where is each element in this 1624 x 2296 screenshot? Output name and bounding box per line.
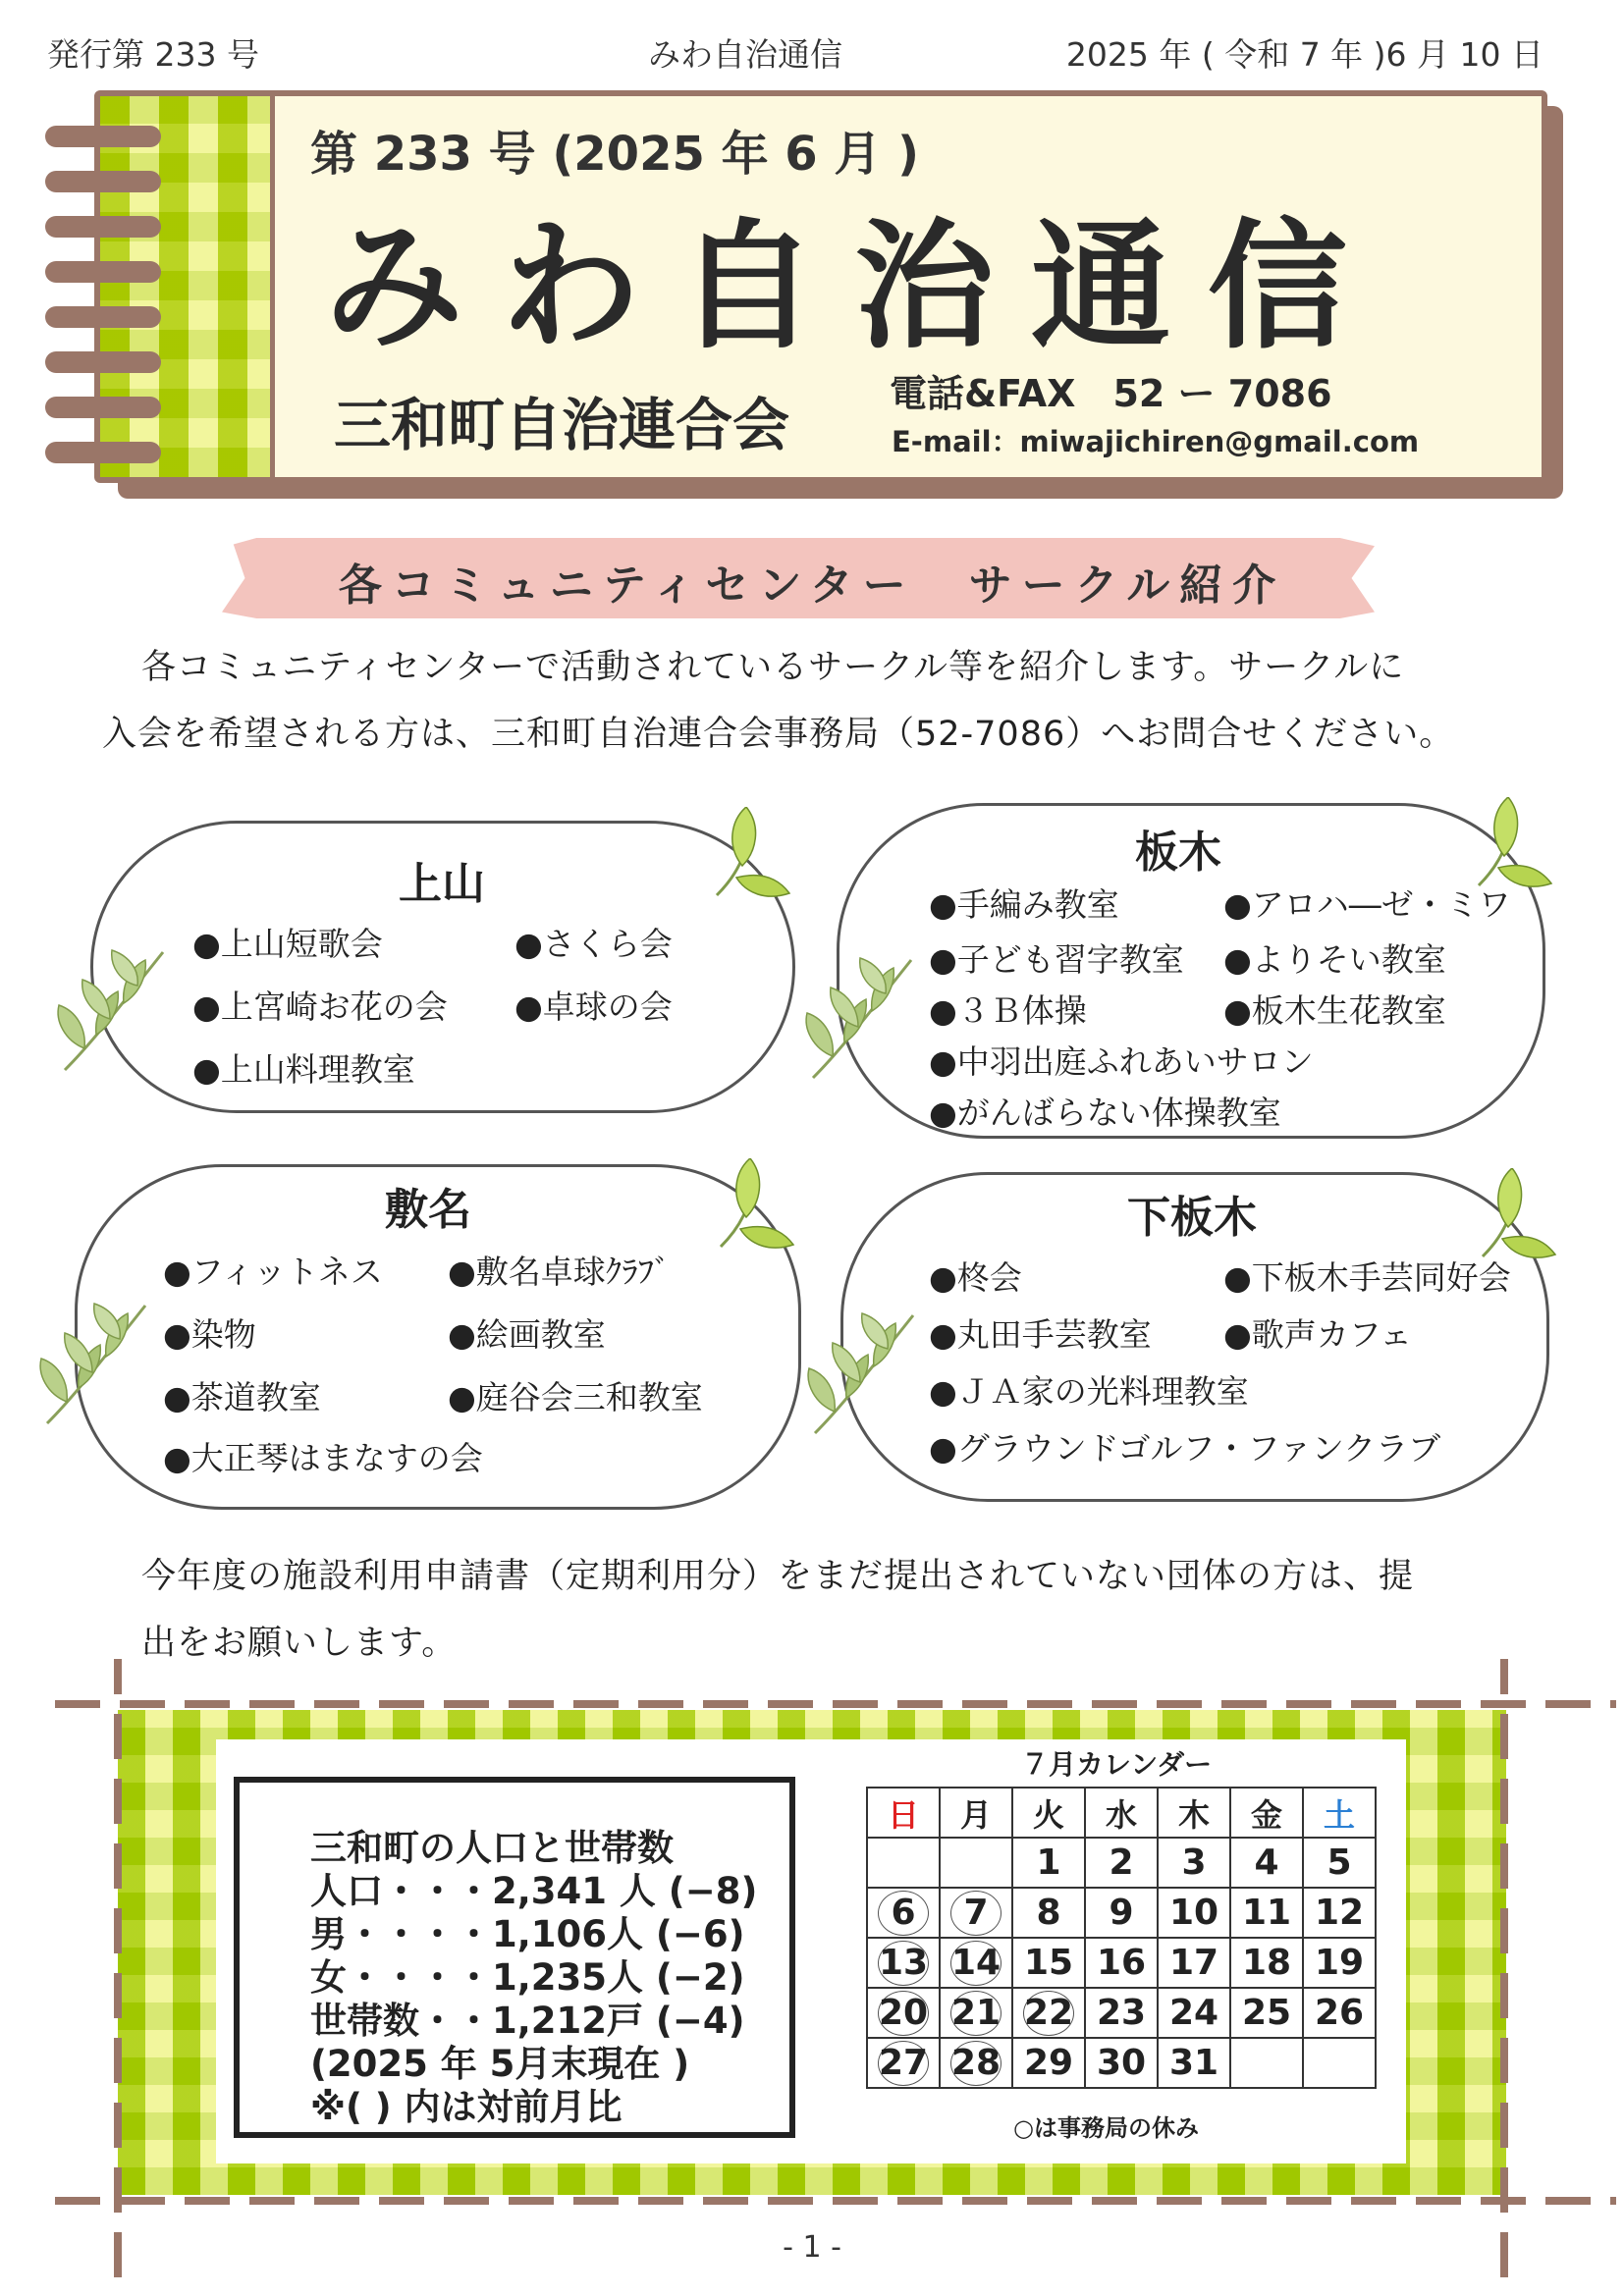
issue-date: 2025 年 ( 令和 7 年 )6 月 10 日 (1065, 35, 1543, 74)
leaf-pair-icon (1469, 797, 1557, 895)
circle-item: ●手編み教室 (929, 885, 1119, 924)
population-title: 三和町の人口と世帯数 (310, 1827, 674, 1869)
calendar-day: 24 (1158, 1988, 1230, 2038)
calendar-day: 30 (1085, 2038, 1158, 2088)
circle-item: ●ＪＡ家の光料理教室 (929, 1372, 1249, 1411)
leaf-sprig-icon (803, 950, 921, 1088)
dashed-line (1500, 1659, 1508, 2277)
circle-item: ●がんばらない体操教室 (929, 1094, 1281, 1132)
issue-number: 発行第 233 号 (47, 35, 259, 74)
leaf-sprig-icon (805, 1306, 923, 1443)
calendar-title: ７月カレンダー (1021, 1748, 1213, 1781)
circle-item: ●アロハ―ゼ・ミワ (1223, 885, 1511, 924)
ring-icon (45, 126, 161, 147)
page-number: - 1 - (783, 2230, 841, 2265)
circle-item: ●歌声カフェ (1223, 1315, 1413, 1354)
calendar-day: 22 (1012, 1988, 1085, 2038)
circle-item: ●卓球の会 (514, 988, 673, 1026)
leaf-pair-icon (1473, 1168, 1561, 1266)
organization-name: 三和町自治連合会 (334, 392, 790, 458)
calendar-day: 4 (1230, 1838, 1303, 1888)
population-box (234, 1777, 795, 2138)
center-name-shimoitaki: 下板木 (1127, 1193, 1257, 1243)
circle-item: ●さくら会 (514, 925, 673, 963)
circle-item: ●上山短歌会 (192, 925, 383, 963)
calendar-day: 7 (940, 1888, 1012, 1938)
circle-item: ●子ども習字教室 (929, 940, 1184, 979)
leaf-pair-icon (707, 807, 795, 905)
circle-item: ●庭谷会三和教室 (448, 1378, 703, 1416)
dashed-line (55, 2197, 1616, 2205)
circle-item: ●下板木手芸同好会 (1223, 1258, 1511, 1297)
volume-label: 第 233 号 (2025 年 6 月 ) (310, 127, 920, 182)
circle-item: ●大正琴はまなすの会 (163, 1439, 483, 1477)
calendar-day: 3 (1158, 1838, 1230, 1888)
calendar-note: ○は事務局の休み (1013, 2114, 1199, 2142)
calendar-day: 9 (1085, 1888, 1158, 1938)
circle-item: ●上山料理教室 (192, 1050, 415, 1089)
calendar-day: 26 (1303, 1988, 1376, 2038)
calendar-day: 31 (1158, 2038, 1230, 2088)
calendar-day: 25 (1230, 1988, 1303, 2038)
circle-item: ●板木生花教室 (1223, 991, 1446, 1030)
weekday-header: 火 (1012, 1788, 1085, 1838)
ring-icon (45, 261, 161, 283)
ring-icon (45, 442, 161, 463)
contact-tel-fax: 電話&FAX 52 ー 7086 (890, 372, 1332, 415)
calendar-day: 14 (940, 1938, 1012, 1988)
contact-email: E-mail：miwajichiren@gmail.com (892, 425, 1420, 458)
masthead-title: みわ自治通信 (324, 206, 1384, 368)
circle-item: ●染物 (163, 1315, 256, 1354)
ring-icon (45, 306, 161, 328)
section-title: 各コミュニティセンター サークル紹介 (338, 561, 1286, 611)
population-as-of: (2025 年 5月末現在 ) (310, 2043, 690, 2085)
intro-text: 入会を希望される方は、三和町自治連合会事務局（52-7086）へお問合せください。 (102, 715, 1455, 754)
center-name-shikina: 敷名 (385, 1185, 471, 1235)
population-households: 世帯数・・1,212戸 (−4) (310, 2000, 745, 2042)
population-female: 女・・・・1,235人 (−2) (310, 1956, 745, 1999)
leaf-pair-icon (711, 1158, 799, 1256)
calendar-day: 16 (1085, 1938, 1158, 1988)
calendar-day: 20 (867, 1988, 940, 2038)
calendar-day: 28 (940, 2038, 1012, 2088)
notice-text: 出をお願いします。 (141, 1624, 458, 1663)
weekday-header: 日 (867, 1788, 940, 1838)
ring-icon (45, 397, 161, 418)
circle-item: ●中羽出庭ふれあいサロン (929, 1042, 1314, 1081)
circle-item: ●よりそい教室 (1223, 940, 1446, 979)
ring-icon (45, 216, 161, 238)
calendar-day: 2 (1085, 1838, 1158, 1888)
circle-item: ●絵画教室 (448, 1315, 606, 1354)
dashed-line (114, 1659, 122, 2277)
calendar-day: 19 (1303, 1938, 1376, 1988)
center-name-itaki: 板木 (1135, 828, 1221, 878)
circle-item: ●柊会 (929, 1258, 1022, 1297)
calendar-day: 13 (867, 1938, 940, 1988)
calendar-day: 12 (1303, 1888, 1376, 1938)
calendar-day (940, 1838, 1012, 1888)
calendar-day (867, 1838, 940, 1888)
circle-item: ●フィットネス (163, 1253, 383, 1291)
calendar-day: 10 (1158, 1888, 1230, 1938)
circle-item: ●丸田手芸教室 (929, 1315, 1152, 1354)
leaf-sprig-icon (55, 942, 173, 1080)
calendar-day: 6 (867, 1888, 940, 1938)
circle-item: ●３Ｂ体操 (929, 991, 1087, 1030)
leaf-sprig-icon (37, 1296, 155, 1433)
circle-item: ●敷名卓球ｸﾗﾌﾞ (448, 1253, 671, 1291)
notice-text: 今年度の施設利用申請書（定期利用分）をまだ提出されていない団体の方は、提 (141, 1557, 1415, 1596)
weekday-header: 土 (1303, 1788, 1376, 1838)
calendar-day: 18 (1230, 1938, 1303, 1988)
calendar-day (1303, 2038, 1376, 2088)
circle-item: ●茶道教室 (163, 1378, 321, 1416)
calendar-table (866, 1787, 1377, 2089)
calendar-day: 1 (1012, 1838, 1085, 1888)
newsletter-name: みわ自治通信 (648, 35, 842, 74)
weekday-header: 月 (940, 1788, 1012, 1838)
center-name-kamiyama: 上山 (399, 859, 485, 909)
ring-icon (45, 351, 161, 373)
intro-text: 各コミュニティセンターで活動されているサークル等を紹介します。サークルに (141, 648, 1405, 687)
calendar-day: 11 (1230, 1888, 1303, 1938)
weekday-header: 水 (1085, 1788, 1158, 1838)
calendar-day: 23 (1085, 1988, 1158, 2038)
calendar-day: 15 (1012, 1938, 1085, 1988)
calendar-day: 27 (867, 2038, 940, 2088)
calendar-day: 21 (940, 1988, 1012, 2038)
weekday-header: 金 (1230, 1788, 1303, 1838)
circle-item: ●グラウンドゴルフ・ファンクラブ (929, 1429, 1441, 1468)
calendar-day: 17 (1158, 1938, 1230, 1988)
calendar-day: 29 (1012, 2038, 1085, 2088)
calendar-day (1230, 2038, 1303, 2088)
ring-icon (45, 171, 161, 192)
calendar-day: 5 (1303, 1838, 1376, 1888)
circle-item: ●上宮崎お花の会 (192, 988, 448, 1026)
population-male: 男・・・・1,106人 (−6) (310, 1913, 745, 1955)
dashed-line (55, 1700, 1616, 1708)
checkered-strip (100, 96, 275, 477)
weekday-header: 木 (1158, 1788, 1230, 1838)
calendar-day: 8 (1012, 1888, 1085, 1938)
population-note: ※( ) 内は対前月比 (310, 2086, 623, 2128)
population-total: 人口・・・2,341 人 (−8) (310, 1870, 758, 1912)
